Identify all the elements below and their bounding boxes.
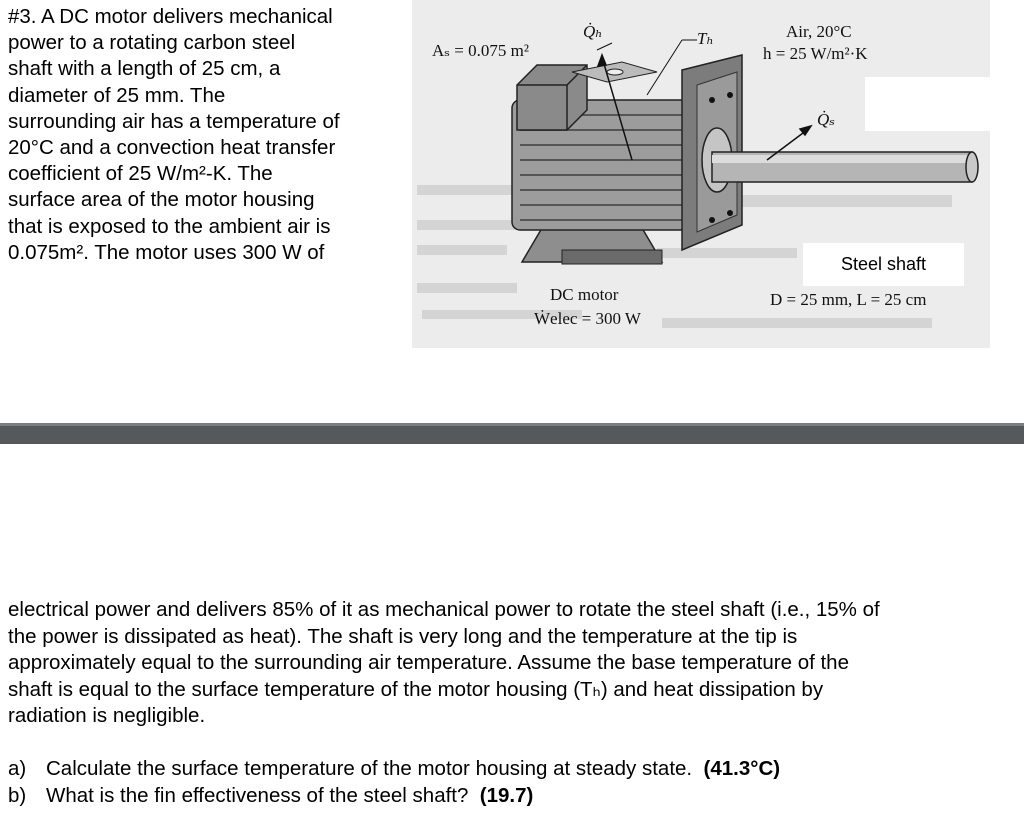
question-item — [8, 756, 780, 783]
problem-line: surrounding air has a temperature of — [8, 109, 340, 133]
housing-area-label: Aₛ = 0.075 m² — [432, 41, 529, 60]
problem-continuation — [8, 597, 1008, 730]
question-text: What is the fin effectiveness of the steel shaft? — [46, 783, 469, 807]
problem-line: coefficient of 25 W/m²-K. The — [8, 162, 273, 186]
problem-line: power to a rotating carbon steel — [8, 31, 296, 55]
question-list — [8, 756, 780, 810]
problem-line: shaft is equal to the surface temperature of the motor housing (Tₕ) and heat dissipation by — [8, 677, 824, 701]
problem-line: 20°C and a convection heat transfer — [8, 136, 336, 160]
air-temp-label: Air, 20°C — [786, 22, 852, 41]
question-answer: (41.3°C) — [703, 757, 781, 780]
problem-line: shaft with a length of 25 cm, a — [8, 57, 281, 81]
problem-line: 0.075m². The motor uses 300 W of — [8, 240, 325, 264]
electric-power-label: Ẇelec = 300 W — [534, 309, 641, 328]
question-item — [8, 783, 780, 810]
problem-line: the power is dissipated as heat). The shaft is very long and the temperature at the tip is — [8, 624, 798, 648]
problem-line: electrical power and delivers 85% of it as mechanical power to rotate the steel shaft (i.e., 15% of — [8, 598, 880, 621]
page-divider — [0, 423, 1024, 444]
shaft-dimensions-label: D = 25 mm, L = 25 cm — [770, 290, 927, 309]
heat-housing-label: Q̇ₕ — [583, 22, 603, 41]
figure-mask — [990, 0, 1024, 348]
problem-statement — [8, 4, 403, 266]
steel-shaft-label: Steel shaft — [803, 243, 964, 286]
question-letter: a) — [8, 757, 27, 780]
question-letter: b) — [8, 783, 27, 807]
problem-line: surface area of the motor housing — [8, 188, 315, 212]
dc-motor-label: DC motor — [550, 285, 619, 304]
problem-line: #3. A DC motor delivers mechanical — [8, 5, 333, 28]
problem-line: diameter of 25 mm. The — [8, 83, 226, 107]
problem-line: approximately equal to the surrounding air temperature. Assume the base temperature of the — [8, 651, 849, 675]
question-answer: (19.7) — [479, 783, 534, 807]
convection-coef-label: h = 25 W/m²·K — [763, 44, 868, 63]
question-text: Calculate the surface temperature of the motor housing at steady state. — [46, 757, 693, 780]
problem-line: that is exposed to the ambient air is — [8, 214, 331, 238]
housing-temp-label: Tₕ — [697, 29, 714, 48]
problem-line: radiation is negligible. — [8, 704, 206, 728]
heat-shaft-label: Q̇ₛ — [817, 110, 836, 129]
